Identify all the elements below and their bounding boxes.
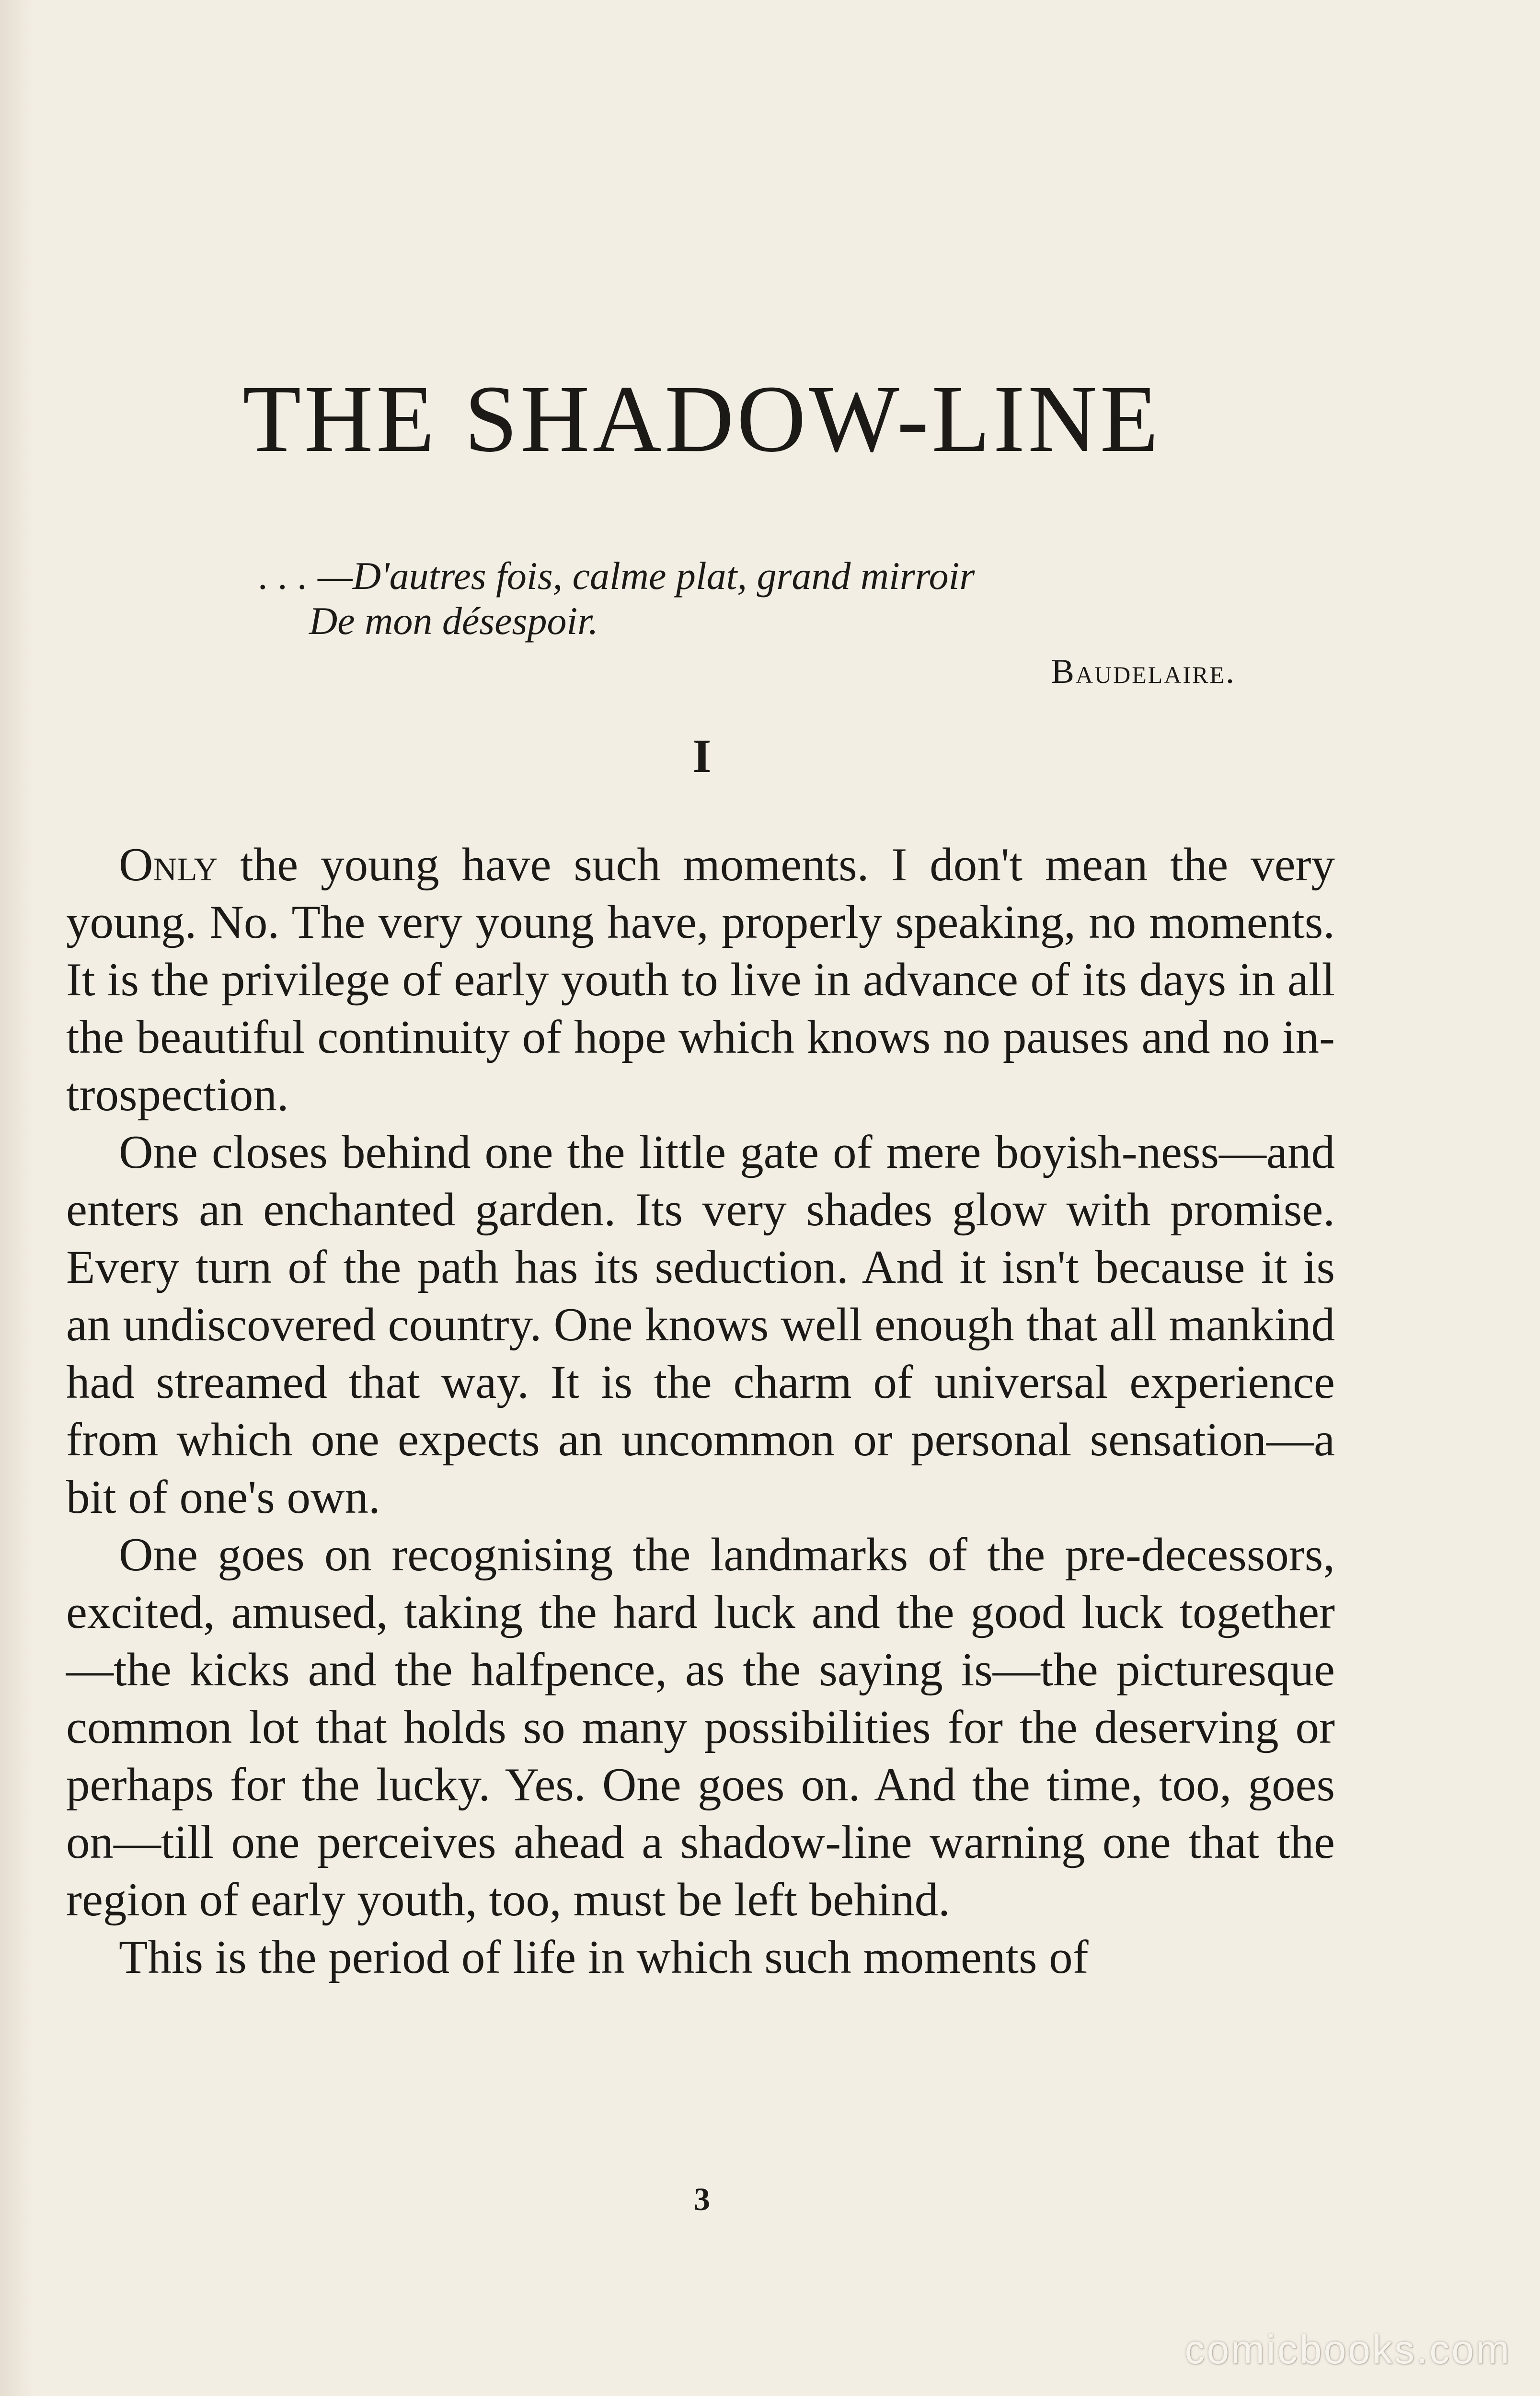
body-text xyxy=(66,836,1335,1986)
page-title: THE SHADOW-LINE xyxy=(242,366,1161,472)
chapter-number: I xyxy=(692,729,712,783)
paragraph: One closes behind one the little gate of mere boyish-ness—and enters an enchanted garden. Its very shades glow with promise. Every turn of the path has its seduction. And it isn't because it is an undiscovered country. One knows well enough that all mankind had streamed that way. It is the charm of universal experience from which one expects an uncommon or personal sensation—a bit of one's own. xyxy=(66,1126,1335,1523)
paragraph-lead: Only xyxy=(119,839,218,891)
paragraph-text: the young have such moments. I don't mean the very young. No. The very young have, properly speaking, no moments. It is the privilege of early youth to live in advance of its days in all the beautiful continuity of hope which knows no pauses and no in-trospection. xyxy=(66,839,1335,1121)
epigraph xyxy=(259,553,975,644)
page-edge xyxy=(0,0,34,2396)
epigraph-line-1: . . . —D'autres fois, calme plat, grand mirroir xyxy=(259,554,975,598)
page-number: 3 xyxy=(694,2181,710,2217)
paragraph: This is the period of life in which such moments of xyxy=(119,1931,1089,1983)
paragraph xyxy=(66,836,1335,1124)
watermark: comicbooks.com xyxy=(1184,2327,1511,2372)
paragraph: One goes on recognising the landmarks of the pre-decessors, excited, amused, taking the hard luck and the good luck together—the kicks and the halfpence, as the saying is—the picturesque common lot that holds so many possibilities for the deserving or perhaps for the lucky. Yes. One goes on. And the time, too, goes on—till one perceives ahead a shadow-line warning one that the region of early youth, too, must be left behind. xyxy=(66,1529,1335,1926)
epigraph-attribution: Baudelaire. xyxy=(1051,652,1236,691)
epigraph-line-2: De mon désespoir. xyxy=(309,599,598,643)
